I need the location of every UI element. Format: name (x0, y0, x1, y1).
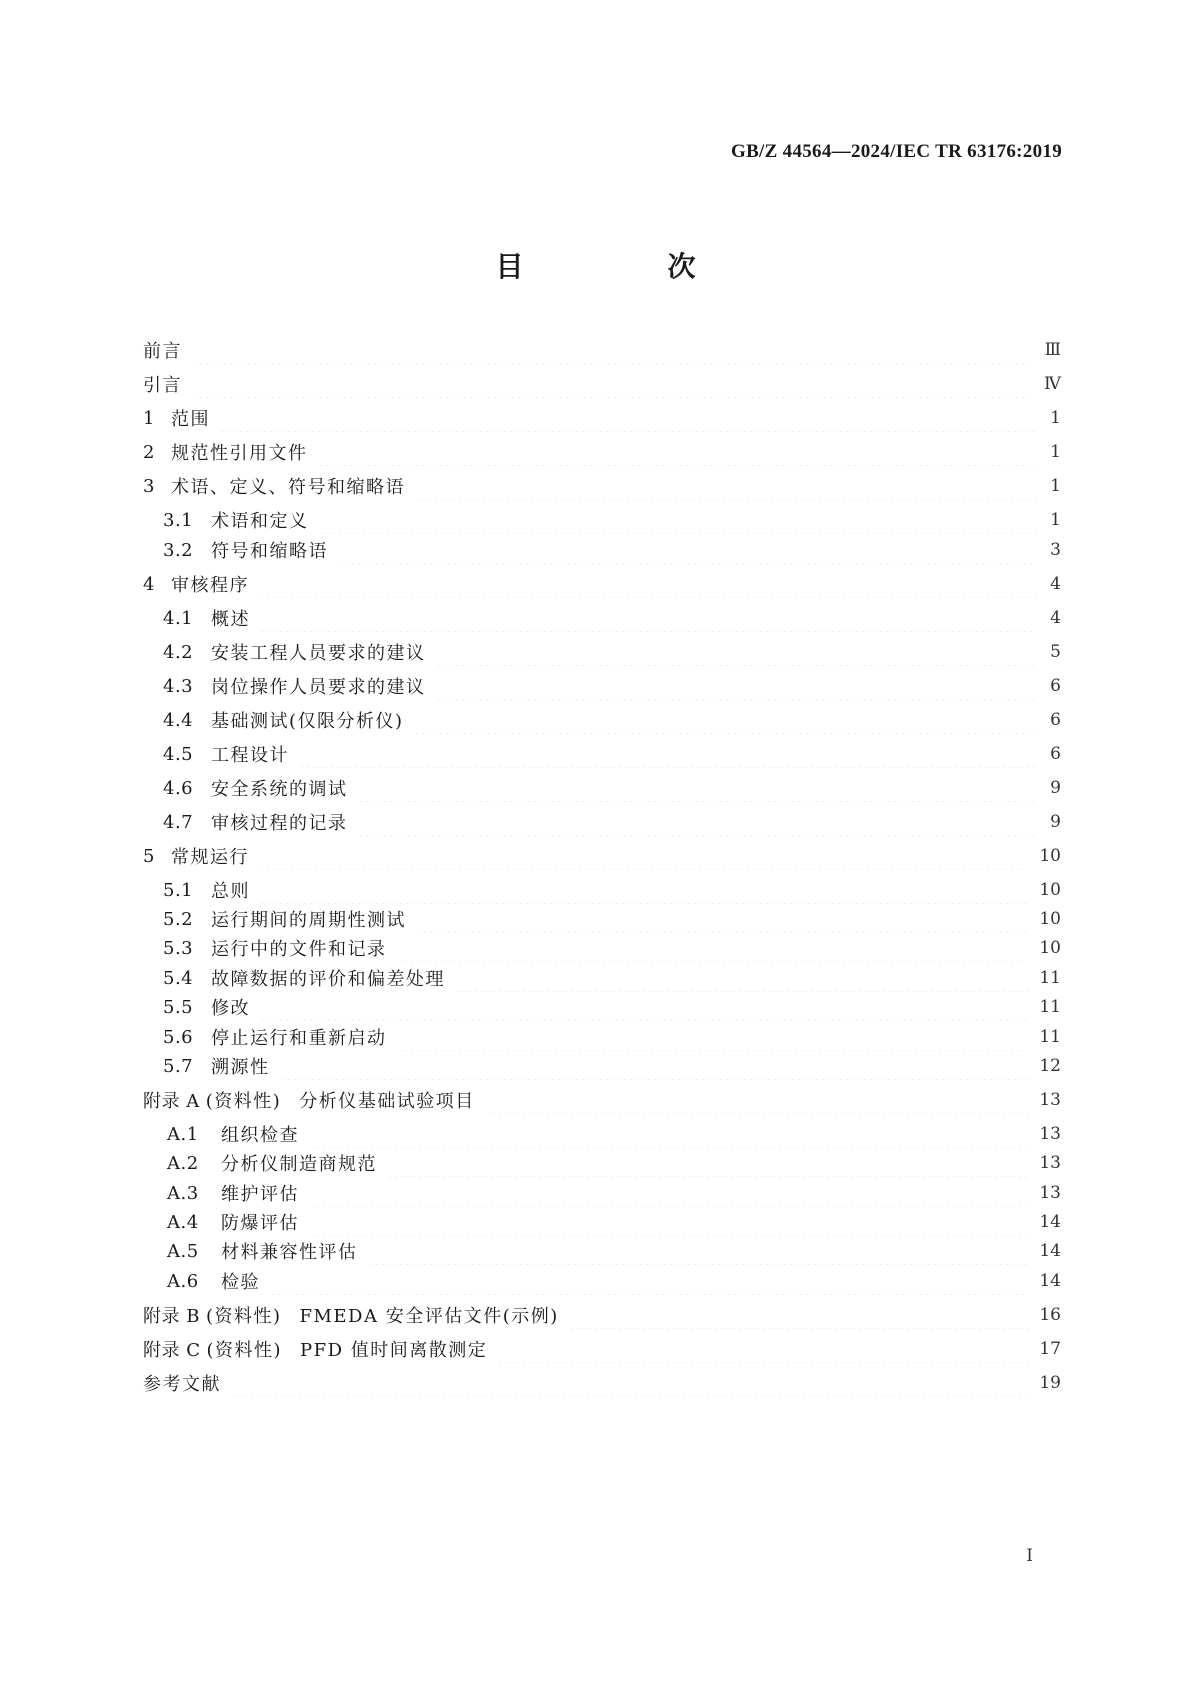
toc-entry[interactable] (163, 905, 1061, 933)
toc-entry[interactable] (167, 1120, 1061, 1148)
toc-entry-number: 5.5 (163, 996, 194, 1018)
toc-entry-title: 总则 (211, 881, 250, 902)
toc-entry-number: 4.7 (163, 811, 194, 833)
toc-leader-dots (270, 1267, 1029, 1295)
toc-entry[interactable] (163, 536, 1061, 564)
standard-code: GB/Z 44564—2024/IEC TR 63176:2019 (731, 141, 1062, 162)
toc-entry-page: 14 (1039, 1212, 1061, 1232)
toc-entry[interactable] (143, 472, 1061, 500)
toc-entry-number: 3 (143, 475, 155, 497)
toc-entry-page: Ⅲ (1044, 340, 1061, 360)
toc-entry-page: 10 (1039, 846, 1061, 866)
toc-entry-title: 符号和缩略语 (211, 541, 328, 562)
toc-entry[interactable] (163, 774, 1061, 802)
toc-entry-title: 概述 (211, 609, 250, 630)
toc-entry-page: 14 (1039, 1271, 1061, 1291)
toc-leader-dots (309, 1208, 1029, 1236)
toc-entry[interactable] (143, 336, 1061, 364)
toc-entry-number: 3.1 (163, 509, 194, 531)
toc-entry[interactable] (143, 370, 1061, 398)
toc-entry-title: 岗位操作人员要求的建议 (211, 677, 426, 698)
toc-leader-dots (397, 934, 1030, 962)
toc-entry-page: 10 (1039, 880, 1061, 900)
toc-entry-page: 13 (1039, 1183, 1061, 1203)
toc-leader-dots (299, 740, 1037, 768)
toc-entry-title: 术语、定义、符号和缩略语 (171, 477, 405, 498)
toc-entry-page: 11 (1039, 968, 1061, 988)
toc-leader-dots (414, 706, 1037, 734)
toc-entry-page: 6 (1050, 710, 1061, 730)
toc-entry-title: 参考文献 (143, 1374, 221, 1395)
toc-entry-number: 4.5 (163, 743, 194, 765)
toc-leader-dots (192, 370, 1034, 398)
toc-entry[interactable] (163, 672, 1061, 700)
toc-entry-number: 4.3 (163, 675, 194, 697)
toc-entry-page: 11 (1039, 997, 1061, 1017)
toc-entry-title: 安装工程人员要求的建议 (211, 643, 426, 664)
toc-entry-title: 运行期间的周期性测试 (211, 910, 406, 931)
toc-entry-title: 检验 (221, 1272, 260, 1293)
toc-entry[interactable] (163, 876, 1061, 904)
toc-entry-page: 11 (1039, 1027, 1061, 1047)
toc-entry-number: 4.2 (163, 641, 194, 663)
toc-entry[interactable] (143, 1335, 1061, 1363)
toc-leader-dots (260, 993, 1029, 1021)
toc-entry[interactable] (163, 740, 1061, 768)
toc-entry-title: 工程设计 (211, 745, 289, 766)
toc-entry-number: 5.4 (163, 967, 194, 989)
toc-leader-dots (368, 1237, 1030, 1265)
toc-entry[interactable] (143, 404, 1061, 432)
toc-entry-page: 19 (1039, 1373, 1061, 1393)
toc-entry-number: 5.3 (163, 937, 194, 959)
toc-entry[interactable] (163, 1023, 1061, 1051)
toc-leader-dots (220, 404, 1037, 432)
toc-leader-dots (338, 536, 1037, 564)
toc-entry-page: 4 (1050, 574, 1061, 594)
toc-entry[interactable] (143, 1086, 1061, 1114)
toc-entry[interactable] (163, 506, 1061, 534)
toc-entry-number: 附录 C (143, 1340, 201, 1361)
toc-entry-number: 附录 A (143, 1091, 200, 1112)
toc-entry-title: 运行中的文件和记录 (211, 939, 387, 960)
toc-leader-dots (436, 672, 1038, 700)
toc-entry-page: 10 (1039, 938, 1061, 958)
toc-entry[interactable] (143, 1369, 1061, 1397)
toc-leader-dots (260, 604, 1037, 632)
toc-entry-number: 5.6 (163, 1026, 194, 1048)
toc-entry-annex-type: (资料性) (205, 1306, 282, 1327)
toc-entry-number: 5.1 (163, 879, 194, 901)
toc-entry-title: 安全系统的调试 (211, 779, 348, 800)
toc-entry-title: 分析仪基础试验项目 (299, 1091, 475, 1112)
toc-leader-dots (259, 842, 1029, 870)
toc-leader-dots (436, 638, 1038, 666)
toc-entry-page: 13 (1039, 1153, 1061, 1173)
toc-entry[interactable] (143, 438, 1061, 466)
toc-leader-dots (260, 876, 1029, 904)
toc-entry-title: 故障数据的评价和偏差处理 (211, 969, 445, 990)
toc-entry-page: 14 (1039, 1241, 1061, 1261)
toc-entry-page: 5 (1050, 642, 1061, 662)
toc-entry[interactable] (163, 706, 1061, 734)
toc-leader-dots (569, 1301, 1030, 1329)
toc-entry-title: 防爆评估 (221, 1213, 299, 1234)
toc-entry[interactable] (163, 604, 1061, 632)
toc-entry-number: 1 (143, 407, 155, 429)
toc-entry-page: 3 (1050, 540, 1061, 560)
toc-entry-title: 停止运行和重新启动 (211, 1028, 387, 1049)
toc-entry[interactable] (143, 1301, 1061, 1329)
toc-entry-title: 术语和定义 (211, 511, 309, 532)
toc-entry-number: A.4 (167, 1211, 199, 1233)
toc-entry-page: 16 (1039, 1305, 1061, 1325)
toc-entry-number: 5.2 (163, 908, 194, 930)
toc-entry-page: 6 (1050, 676, 1061, 696)
toc-entry-page: 4 (1050, 608, 1061, 628)
toc-entry-number: 3.2 (163, 539, 194, 561)
toc-leader-dots (319, 506, 1038, 534)
toc-entry-title: 修改 (211, 998, 250, 1019)
toc-entry-page: 13 (1039, 1124, 1061, 1144)
toc-entry-title: 材料兼容性评估 (221, 1242, 358, 1263)
toc-entry[interactable] (167, 1149, 1061, 1177)
toc-entry-page: 9 (1050, 812, 1061, 832)
toc-entry-page: 1 (1050, 408, 1061, 428)
toc-leader-dots (192, 336, 1035, 364)
toc-entry-title: 分析仪制造商规范 (221, 1154, 377, 1175)
toc-entry[interactable] (163, 934, 1061, 962)
toc-entry-annex-type: (资料性) (205, 1091, 282, 1112)
toc-leader-dots (358, 774, 1038, 802)
toc-entry[interactable] (167, 1237, 1061, 1265)
toc-entry-page: 9 (1050, 778, 1061, 798)
toc-entry[interactable] (163, 964, 1061, 992)
toc-entry-title: 组织检查 (221, 1125, 299, 1146)
toc-entry-title: 前言 (143, 341, 182, 362)
toc-entry[interactable] (163, 808, 1061, 836)
toc-entry-title: 范围 (171, 409, 210, 430)
toc-leader-dots (231, 1369, 1029, 1397)
page-title: 目 次 (495, 250, 754, 283)
toc-entry-page: 1 (1050, 442, 1061, 462)
toc-entry-number: 4.4 (163, 709, 194, 731)
toc-entry-title: 审核程序 (171, 575, 249, 596)
toc-entry-page: 12 (1039, 1056, 1061, 1076)
toc-leader-dots (416, 905, 1029, 933)
toc-entry-title: PFD 值时间离散测定 (300, 1340, 488, 1361)
toc-leader-dots (415, 472, 1037, 500)
toc-entry-number: A.5 (167, 1240, 199, 1262)
toc-entry[interactable] (163, 1052, 1061, 1080)
toc-entry-number: A.1 (167, 1123, 199, 1145)
toc-entry[interactable] (143, 842, 1061, 870)
toc-leader-dots (397, 1023, 1030, 1051)
toc-leader-dots (309, 1179, 1029, 1207)
toc-entry-page: Ⅳ (1044, 374, 1061, 394)
toc-leader-dots (497, 1335, 1029, 1363)
toc-entry-page: 1 (1050, 476, 1061, 496)
toc-entry-title: 审核过程的记录 (211, 813, 348, 834)
toc-entry-page: 1 (1050, 510, 1061, 530)
toc-leader-dots (485, 1086, 1030, 1114)
toc-entry[interactable] (167, 1179, 1061, 1207)
toc-entry-page: 6 (1050, 744, 1061, 764)
toc-entry-number: 附录 B (143, 1306, 200, 1327)
toc-entry-number: A.6 (167, 1270, 199, 1292)
toc-leader-dots (309, 1120, 1029, 1148)
toc-entry-number: 2 (143, 441, 155, 463)
toc-entry-page: 13 (1039, 1090, 1061, 1110)
toc-entry-number: 5 (143, 845, 155, 867)
toc-entry-title: FMEDA 安全评估文件(示例) (299, 1306, 559, 1327)
toc-entry-number: A.3 (167, 1182, 199, 1204)
toc-entry-title: 基础测试(仅限分析仪) (211, 711, 404, 732)
toc-leader-dots (387, 1149, 1029, 1177)
toc-entry-page: 10 (1039, 909, 1061, 929)
toc-entry[interactable] (167, 1208, 1061, 1236)
toc-entry-title: 引言 (143, 375, 182, 396)
toc-entry[interactable] (163, 638, 1061, 666)
toc-entry-annex-type: (资料性) (206, 1340, 283, 1361)
toc-entry[interactable] (143, 570, 1061, 598)
toc-leader-dots (358, 808, 1038, 836)
toc-entry-number: 4.6 (163, 777, 194, 799)
toc-entry-title: 溯源性 (211, 1057, 270, 1078)
page-number: I (1026, 1546, 1033, 1566)
toc-leader-dots (280, 1052, 1030, 1080)
toc-entry-page: 17 (1039, 1339, 1061, 1359)
toc-entry[interactable] (167, 1267, 1061, 1295)
toc-leader-dots (259, 570, 1037, 598)
toc-entry-number: 4.1 (163, 607, 194, 629)
toc-entry-title: 常规运行 (171, 847, 249, 868)
toc-leader-dots (318, 438, 1038, 466)
toc-entry[interactable] (163, 993, 1061, 1021)
toc-entry-title: 维护评估 (221, 1184, 299, 1205)
toc-entry-title: 规范性引用文件 (171, 443, 308, 464)
toc-entry-number: 4 (143, 573, 155, 595)
toc-entry-number: 5.7 (163, 1055, 194, 1077)
toc-entry-number: A.2 (167, 1152, 199, 1174)
toc-leader-dots (455, 964, 1029, 992)
